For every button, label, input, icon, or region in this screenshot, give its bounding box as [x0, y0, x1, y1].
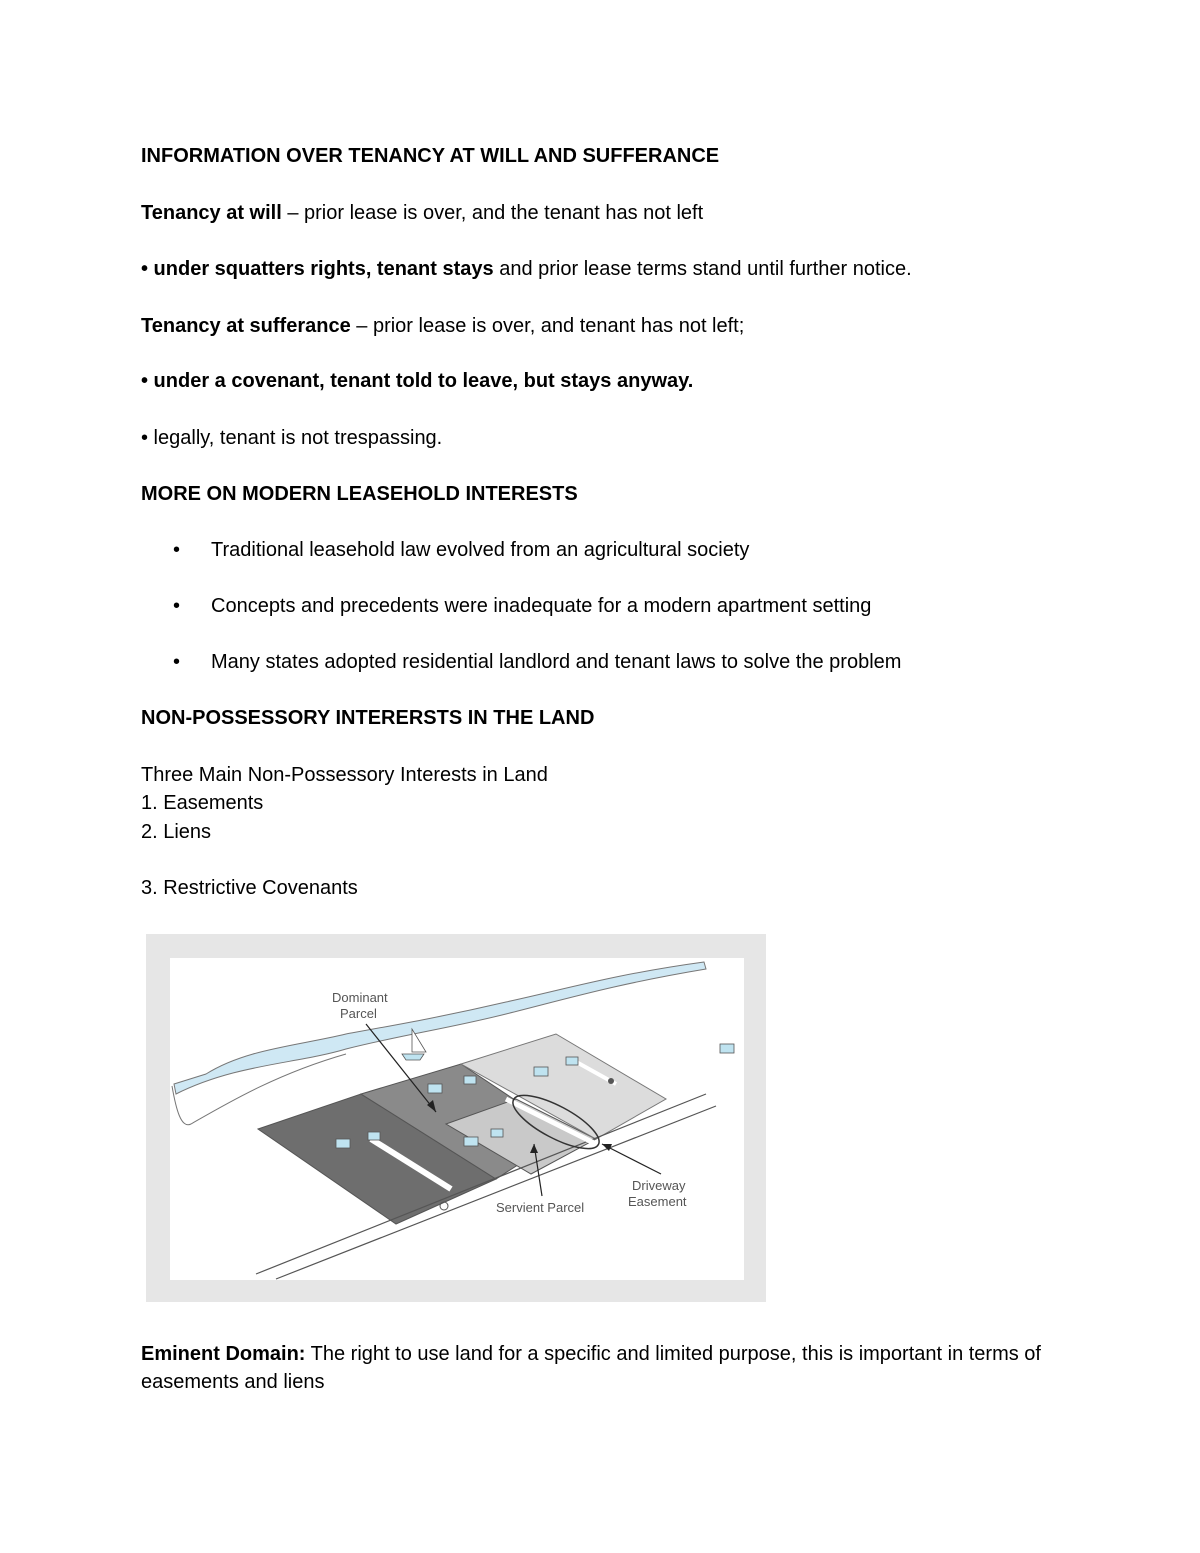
tenancy-at-will-bullet [141, 255, 912, 283]
section-heading-tenancy: INFORMATION OVER TENANCY AT WILL AND SUFFERANCE [141, 145, 720, 167]
house-icon [428, 1084, 442, 1093]
label-servient: Servient Parcel [496, 1200, 585, 1215]
bullet-icon: • [173, 539, 181, 561]
tenancy-at-will-line [141, 199, 703, 227]
bullet-icon: • [173, 651, 181, 673]
sufferance-bullet-trespassing: • legally, tenant is not trespassing. [141, 427, 443, 449]
label-dominant-line1: Dominant [332, 990, 388, 1005]
sufferance-bullet-covenant: • under a covenant, tenant told to leave, but stays anyway. [141, 370, 694, 392]
list-item: 1. Easements [141, 792, 264, 814]
label-driveway-line2: Easement [628, 1194, 687, 1209]
house-icon [491, 1129, 503, 1137]
tenancy-at-sufferance-term: Tenancy at sufferance [141, 315, 351, 337]
section-heading-non-possessory: NON-POSSESSORY INTERERSTS IN THE LAND [141, 707, 595, 729]
house-icon [368, 1132, 380, 1140]
house-icon [534, 1067, 548, 1076]
house-icon [336, 1139, 350, 1148]
non-possessory-intro: Three Main Non-Possessory Interests in Land [141, 764, 548, 786]
tenancy-at-will-bullet-rest: and prior lease terms stand until further notice. [493, 258, 912, 280]
tenancy-at-will-bullet-bold: • under squatters rights, tenant stays [141, 258, 494, 280]
tenancy-at-sufferance-definition: – prior lease is over, and tenant has not left; [350, 315, 745, 337]
house-icon [566, 1057, 578, 1065]
section-heading-leasehold: MORE ON MODERN LEASEHOLD INTERESTS [141, 483, 578, 505]
list-item: 2. Liens [141, 821, 212, 843]
tenancy-at-sufferance-line [141, 312, 744, 340]
label-driveway-line1: Driveway [632, 1178, 686, 1193]
house-icon [464, 1137, 478, 1146]
label-dominant-line2: Parcel [340, 1006, 377, 1021]
bullet-icon: • [173, 595, 181, 617]
tenancy-at-will-definition: – prior lease is over, and the tenant has not left [281, 202, 704, 224]
easement-diagram [146, 934, 766, 1302]
house-icon [464, 1076, 476, 1084]
mailbox-icon [608, 1078, 614, 1084]
list-item: 3. Restrictive Covenants [141, 877, 358, 899]
tenancy-at-will-term: Tenancy at will [141, 202, 282, 224]
eminent-domain-paragraph [141, 1340, 1041, 1396]
house-icon [720, 1044, 734, 1053]
eminent-domain-text: The right to use land for a specific and limited purpose, this is important in terms of easements and liens [141, 1343, 1041, 1393]
eminent-domain-term: Eminent Domain: [141, 1343, 306, 1365]
